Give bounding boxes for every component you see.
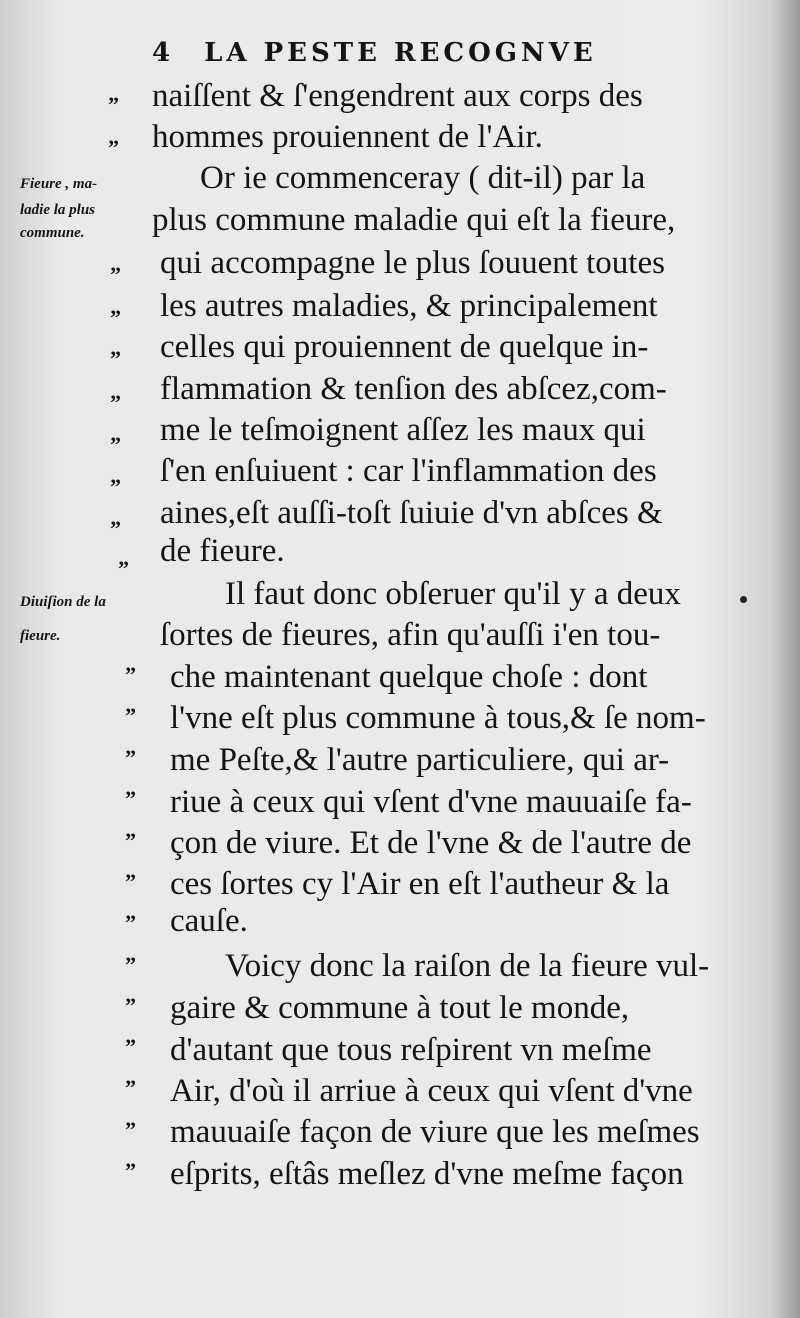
quote-mark: ”: [125, 745, 136, 770]
margin-note-line: Fieure , ma-: [20, 176, 98, 192]
text-line: ſortes de fieures, afin qu'auſſi i'en tou-: [160, 617, 661, 653]
quote-mark: ”: [125, 869, 136, 894]
text-line: hommes prouiennent de l'Air.: [152, 119, 543, 155]
quote-mark: ”: [110, 262, 121, 287]
margin-note-fever: [20, 170, 165, 248]
text-line: Air, d'où il arriue à ceux qui vſent d'vne: [170, 1073, 693, 1109]
margin-note-line: Diuiſion de la: [20, 594, 106, 610]
quote-mark: ”: [125, 952, 136, 977]
quote-mark: ”: [125, 910, 136, 935]
margin-note-line: fieure.: [20, 628, 61, 644]
margin-note-line: commune.: [20, 225, 85, 241]
quote-mark: ”: [125, 786, 136, 811]
text-line: che maintenant quelque choſe : dont: [170, 659, 648, 695]
text-line: me Peſte,& l'autre particuliere, qui ar-: [170, 742, 670, 778]
running-head: [152, 38, 597, 68]
page-number: 4: [152, 38, 171, 68]
text-line: gaire & commune à tout le monde,: [170, 990, 630, 1026]
text-line: riue à ceux qui vſent d'vne mauuaiſe fa-: [170, 784, 692, 820]
quote-mark: ”: [125, 1075, 136, 1100]
text-line: l'vne eſt plus commune à tous,& ſe nom-: [170, 700, 706, 736]
text-line: Voicy donc la raiſon de la fieure vul-: [225, 948, 710, 984]
running-title: LA PESTE RECOGNVE: [204, 38, 597, 68]
text-line: Il faut donc obſeruer qu'il y a deux: [225, 576, 681, 612]
quote-mark: ”: [118, 556, 129, 581]
quote-mark: ”: [108, 92, 119, 117]
margin-note-line: ladie la plus: [20, 202, 96, 218]
text-line: qui accompagne le plus ſouuent toutes: [160, 245, 665, 281]
quote-mark: ”: [110, 346, 121, 371]
text-line: me le teſmoignent aſſez les maux qui: [160, 412, 646, 448]
text-line: plus commune maladie qui eſt la fieure,: [152, 202, 676, 238]
quote-mark: ”: [110, 432, 121, 457]
quote-mark: ”: [125, 828, 136, 853]
text-line: d'autant que tous reſpirent vn meſme: [170, 1032, 652, 1068]
quote-mark: ”: [125, 1034, 136, 1059]
quote-mark: ”: [108, 135, 119, 160]
margin-note-division: [20, 588, 165, 651]
text-line: Or ie commenceray ( dit-il) par la: [200, 160, 646, 196]
text-line: flammation & tenſion des abſcez,com-: [160, 371, 667, 407]
quote-mark: ”: [125, 1117, 136, 1142]
text-line: les autres maladies, & principalement: [160, 288, 658, 324]
text-line: aines,eſt auſſi-toſt ſuiuie d'vn abſces &: [160, 495, 663, 531]
text-line: de fieure.: [160, 533, 285, 569]
quote-mark: ”: [125, 1158, 136, 1183]
text-line: eſprits, eſtâs meſlez d'vne meſme façon: [170, 1156, 684, 1192]
quote-mark: ”: [125, 662, 136, 687]
quote-mark: ”: [110, 516, 121, 541]
text-line: cauſe.: [170, 903, 248, 939]
quote-mark: ”: [110, 305, 121, 330]
quote-mark: ”: [125, 993, 136, 1018]
ink-spot: [740, 596, 747, 603]
quote-mark: ”: [125, 703, 136, 728]
text-line: mauuaiſe façon de viure que les meſmes: [170, 1114, 700, 1150]
text-line: ſ'en enſuiuent : car l'inflammation des: [160, 453, 657, 489]
text-line: ces ſortes cy l'Air en eſt l'autheur & la: [170, 866, 670, 902]
quote-mark: ”: [110, 390, 121, 415]
text-line: celles qui prouiennent de quelque in-: [160, 329, 649, 365]
text-line: çon de viure. Et de l'vne & de l'autre de: [170, 825, 692, 861]
quote-mark: ”: [110, 474, 121, 499]
text-line: naiſſent & ſ'engendrent aux corps des: [152, 78, 643, 114]
